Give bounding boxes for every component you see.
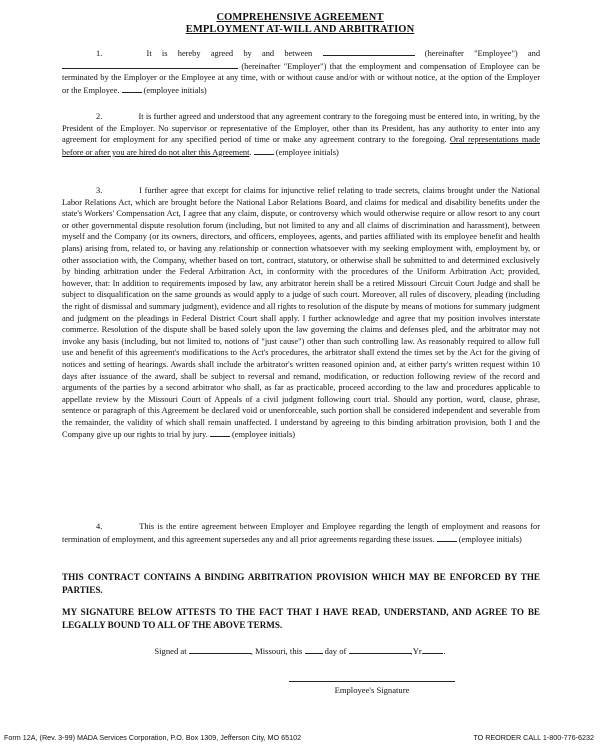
paragraph-text: It is hereby agreed by and between [146, 49, 313, 58]
signed-label: . [443, 646, 446, 656]
signed-label: , Missouri, this [250, 646, 303, 656]
paragraph-text: This is the entire agreement between Employer and Employee regarding the length of employment and reasons for termination of employment, and this agreement supersedes any and all prior agreements regarding these issues. [62, 522, 540, 544]
oral-representations-clause: Oral representations made before or after you are hired do not alter this Agreement [62, 135, 540, 157]
paragraph-text: (hereinafter "Employer") that the employment and compensation of Employee can be terminated by the Employer or the Employee at any time, with or without cause and/or with or without notice, at the option of the Employer or the Employee. [62, 61, 540, 95]
initials-label: (employee initials) [458, 534, 522, 544]
signed-line [0, 645, 600, 656]
signed-day-field[interactable] [305, 645, 323, 654]
initials-field[interactable] [254, 146, 274, 155]
initials-field[interactable] [437, 533, 457, 542]
paragraph-number: 2. [96, 112, 103, 121]
paragraph-4 [62, 521, 540, 545]
footer-reorder: TO REORDER CALL 1-800-776-6232 [473, 733, 594, 742]
paragraph-text: . [249, 147, 252, 157]
signed-month-field[interactable] [349, 645, 411, 654]
paragraph-1 [62, 47, 540, 96]
employee-signature-label: Employee's Signature [334, 685, 410, 695]
arbitration-notice: THIS CONTRACT CONTAINS A BINDING ARBITRATION PROVISION WHICH MAY BE ENFORCED BY THE PARTIES. [62, 572, 540, 595]
document-subtitle: EMPLOYMENT AT-WILL AND ARBITRATION [185, 24, 415, 35]
initials-field[interactable] [122, 84, 142, 93]
employee-name-field[interactable] [323, 47, 415, 56]
signed-label: ,Yr. [410, 646, 424, 656]
employer-name-field[interactable] [62, 60, 238, 69]
paragraph-3 [62, 185, 540, 441]
signed-label: Signed at [154, 646, 187, 656]
paragraph-number: 1. [96, 49, 103, 58]
signed-year-field[interactable] [423, 645, 446, 656]
initials-label: (employee initials) [143, 85, 207, 95]
initials-label: (employee initials) [231, 430, 295, 440]
paragraph-text: It is further agreed and understood that any agreement contrary to the foregoing must be entered into, in writing, by the President of the Employer. No supervisor or representative of the Employer, other than its President, has any authority to enter into any agreement for employment for any specified period of time or make any agreement contrary to the foregoing. [62, 112, 540, 145]
employee-signature-line[interactable] [289, 681, 455, 682]
signed-location-field[interactable] [189, 645, 251, 654]
signed-label: day of [324, 646, 347, 656]
initials-label: (employee initials) [275, 147, 339, 157]
initials-field[interactable] [210, 428, 230, 437]
paragraph-number: 3. [96, 186, 103, 195]
footer-form-info: Form 12A, (Rev. 3-99) MADA Services Corporation, P.O. Box 1309, Jefferson City, MO 65102 [4, 733, 302, 742]
signature-attestation: MY SIGNATURE BELOW ATTESTS TO THE FACT THAT I HAVE READ, UNDERSTAND, AND AGREE TO BE LEGALLY BOUND TO ALL OF THE ABOVE TERMS. [62, 607, 540, 630]
document-title: COMPREHENSIVE AGREEMENT [216, 12, 384, 23]
paragraph-2 [62, 111, 540, 158]
paragraph-text: (hereinafter "Employee") and [424, 49, 541, 58]
paragraph-number: 4. [96, 522, 103, 531]
paragraph-text: I further agree that except for claims for injunctive relief relating to trade secrets, claims brought under the National Labor Relations Act, which are brought before the National Labor Relations Board, and claims for medical and disability benefits under the state's Workers' Compensation Act, I agree that any claim, dispute, or controversy which would otherwise require or allow resort to any court or other governmental dispute resolution forum (including, but not limited to any and all claims of discrimination and harassment), between myself and the Company (or its owners, directors, and officers, employees, agents, and parties affiliated with its employee benefit and health plans) arising from, related to, or having any relationship or connection whatsoever with my seeking employment with, employment by, or other association with, the Company, whether based on tort, contract, statutory, or otherwise shall be submitted to and determined exclusively by binding arbitration under the Federal Arbitration Act, in conformity with the procedures of the Uniform Arbitration Act; provided, however, that: In addition to requirements imposed by law, any arbitrator herein shall be a retired Missouri Circuit Court Judge and shall be subject to disqualification on the same grounds as would apply to a judge of such court. Moreover, all rules of discovery, pleading (including the right of dismissal and summary judgment), evidence and all rights to resolution of the dispute by means of motions for summary judgment and judgment on the pleadings in Federal District Court shall apply. I further acknowledge and agree that my position involves interstate commerce. Resolution of the dispute shall be based solely upon the law governing the claims and defenses pled, and the arbitrator may not invoke any basis (including, but not limited to, notions of "just cause") other than such controlling law. As reasonably required to allow full use and benefit of this agreement's modifications to the Act's procedures, the arbitrator shall extend the times set by the Act for the giving of notices and setting of hearings. Awards shall include the arbitrator's written reasoned opinion and, at either party's written request within 10 days after issuance of the award, shall be subject to reversal and remand, modification, or reduction following review of the record and arguments of the parties by a second arbitrator who shall, as far as practicable, proceed according to the law and procedures applicable to appellate review by the Missouri Court of Appeals of a civil judgment following court trial. Should any portion, word, clause, phrase, sentence or paragraph of this Agreement be declared void or unenforceable, such portion shall be considered independent and severable from the remainder, the validity of which shall remain unaffected. I understand by agreeing to this binding arbitration provision, both I and the Company give up our rights to trial by jury. [62, 186, 540, 440]
